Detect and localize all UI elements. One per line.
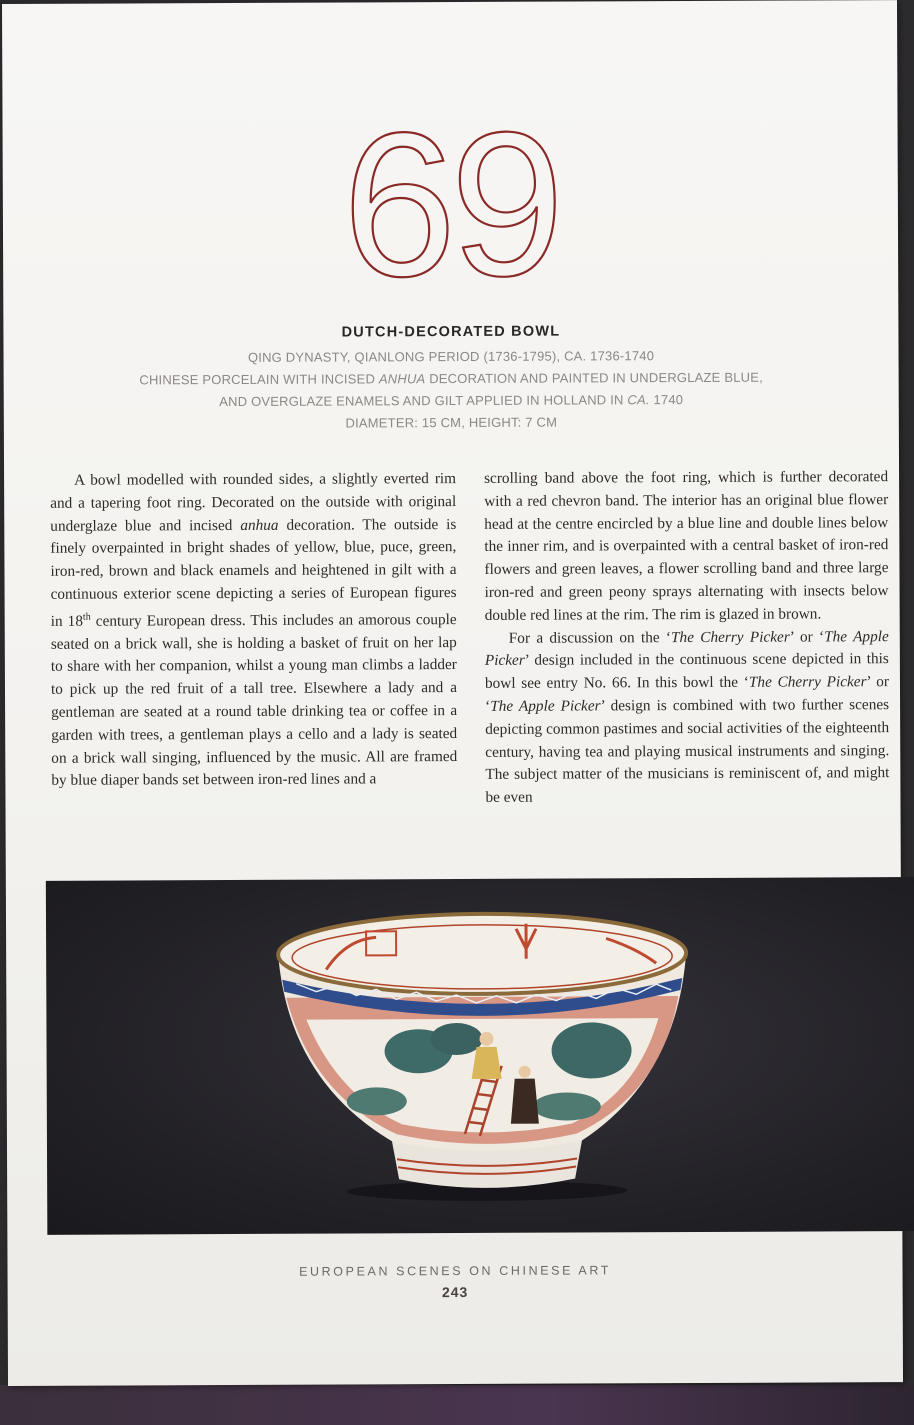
book-page [2,0,903,1386]
entry-dimensions: DIAMETER: 15 CM, HEIGHT: 7 CM [345,414,558,431]
entry-title: DUTCH-DECORATED BOWL [341,323,561,341]
body-column-left [50,468,457,793]
entry-header [63,322,838,435]
entry-material-line1: CHINESE PORCELAIN WITH INCISED ANHUA DECORATION AND PAINTED IN UNDERGLAZE BLUE, [139,369,763,388]
porcelain-bowl-illustration [46,877,914,1235]
page-footer [8,1262,903,1302]
table-surface [0,1385,914,1425]
entry-period: QING DYNASTY, QIANLONG PERIOD (1736-1795), CA. 1736-1740 [247,348,655,365]
body-paragraph-1-continued: scrolling band above the foot ring, which is further decorated with a red chevron band. The interior has an original blue flower head at the centre encircled by a blue line and double lines below the inner rim, and is overpainted with a central basket of iron-red flowers and green leaves, a flower scrolling band and three large iron-red and green peony sprays alternating with insects below double red lines at the rim. The rim is glazed in brown. [484,468,889,624]
entry-material-line2: AND OVERGLAZE ENAMELS AND GILT APPLIED IN HOLLAND IN CA. 1740 [219,392,684,410]
body-paragraph-1: A bowl modelled with rounded sides, a slightly everted rim and a tapering foot ring. Decorated on the outside with original underglaze blue and incised anhua decoration. The outside is finely overpainted in bright shades of yellow, blue, puce, green, iron-red, brown and black enamels and heightened in gilt with a continuous exterior scene depicting a series of European figures in 18th century European dress. This includes an amorous couple seated on a brick wall, she is holding a basket of fruit on her lap to share with her companion, whilst a young man climbs a ladder to pick up the red fruit of a tall tree. Elsewhere a lady and a gentleman are seated at a round table drinking tea or coffee in a garden with trees, a gentleman plays a cello and a lady is seated on a brick wall singing, influenced by the music. All are framed by blue diaper bands set between iron-red lines and a [50,470,458,790]
body-column-right [484,466,889,810]
bowl-photograph [46,877,914,1235]
entry-number: 69 [341,89,559,320]
page-number: 243 [441,1283,469,1301]
body-paragraph-2: For a discussion on the ‘The Cherry Picker’ or ‘The Apple Picker’ design included in the continuous scene depicted in this bowl see entry No. 66. In this bowl the ‘The Cherry Picker’ or ‘The Apple Picker’ design is combined with two further scenes depicting common pastimes and social activities of the eighteenth century, having tea and playing musical instruments and singing. The subject matter of the musicians is reminiscent of, and might be even [484,627,890,807]
running-footer-title: EUROPEAN SCENES ON CHINESE ART [299,1263,611,1279]
